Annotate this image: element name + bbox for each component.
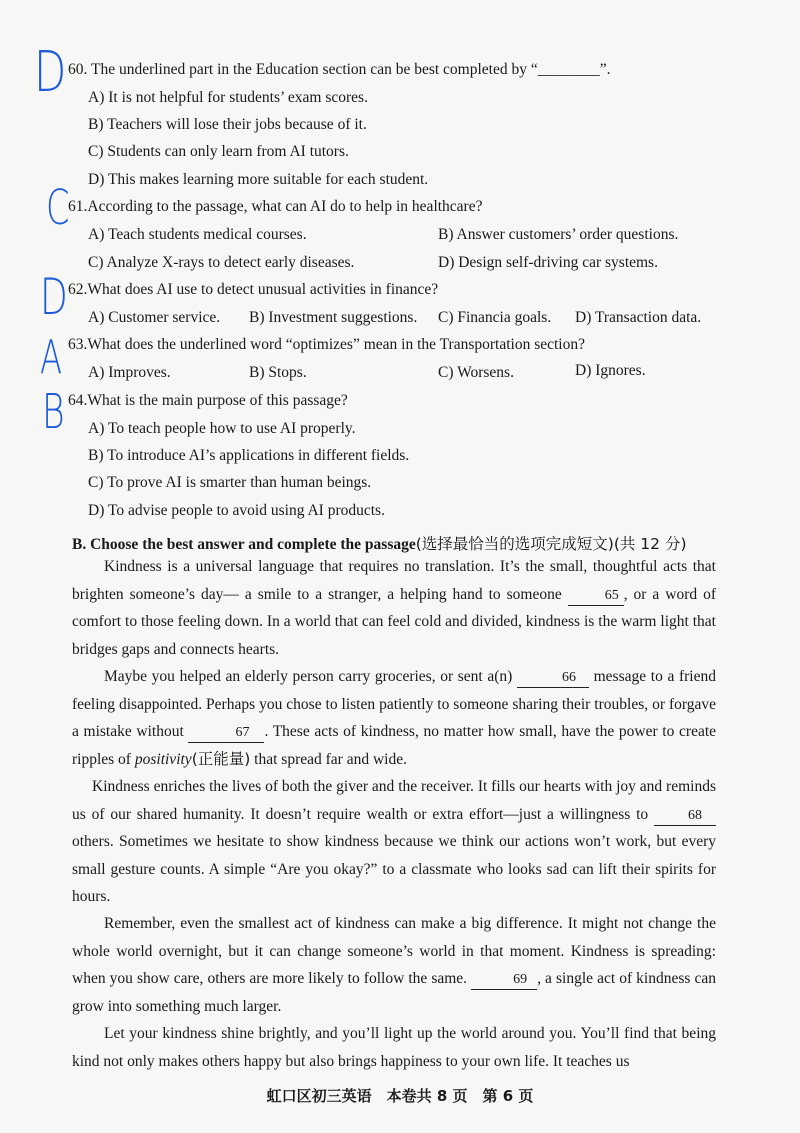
passage-paragraph-5 xyxy=(72,1020,716,1075)
question-60-option-b: B) Teachers will lose their jobs because of it. xyxy=(88,116,367,133)
section-b-title: B. Choose the best answer and complete the passage xyxy=(72,536,416,553)
blank-69: 69 xyxy=(471,971,537,990)
handwritten-answer-64: B xyxy=(42,384,65,440)
passage-paragraph-2 xyxy=(72,663,716,773)
passage-text: others. Sometimes we hesitate to show kindness because we think our actions won’t work, but every small gesture counts. A simple “Are you okay?” to a classmate who looks sad can lift their spirits for hours. xyxy=(72,833,716,905)
passage-italic-word: positivity xyxy=(134,750,192,768)
handwritten-answer-63: A xyxy=(40,330,63,384)
passage-text: Kindness enriches the lives of both the giver and the receiver. It fills our hearts with joy and reminds us of our shared humanity. It doesn’t require wealth or extra effort—just a willingness to xyxy=(72,778,716,823)
question-60-option-c: C) Students can only learn from AI tutors. xyxy=(88,143,349,160)
question-61-stem: 61.According to the passage, what can AI do to help in healthcare? xyxy=(68,198,483,215)
passage-text: Let your kindness shine brightly, and you’ll light up the world around you. You’ll find that being kind not only makes others happy but also brings happiness to your own life. It teaches us xyxy=(72,1025,716,1070)
blank-65: 65 xyxy=(568,587,624,606)
question-63-option-d: D) Ignores. xyxy=(575,362,646,379)
question-64-option-a: A) To teach people how to use AI properly. xyxy=(88,420,356,437)
blank-68: 68 xyxy=(654,807,716,826)
blank-66: 66 xyxy=(517,669,589,688)
section-b-heading xyxy=(72,532,687,554)
question-60-option-d: D) This makes learning more suitable for each student. xyxy=(88,171,429,188)
passage-text: , or a word of comfort to those feeling down. In a world that can feel cold and divided, kindness is the warm light that bridges gaps and connects hearts. xyxy=(72,585,717,658)
question-63-option-a: A) Improves. xyxy=(88,364,171,381)
question-62-option-a: A) Customer service. xyxy=(88,309,221,326)
passage-text: , a single act of kindness can grow into something much larger. xyxy=(72,970,716,1015)
passage-paragraph-3 xyxy=(72,773,716,911)
question-63-option-c: C) Worsens. xyxy=(438,364,514,381)
question-60-stem: 60. The underlined part in the Education section can be best completed by “________”. xyxy=(68,61,611,78)
page-footer: 虹口区初三英语 本卷共 8 页 第 6 页 xyxy=(266,1087,534,1105)
passage-paragraph-1 xyxy=(72,553,716,663)
passage-gloss-zh: (正能量) xyxy=(191,749,251,768)
question-63-option-b: B) Stops. xyxy=(249,364,307,381)
passage-text: Kindness is a universal language that requires no translation. It’s the small, thoughtful acts that brighten someone’s day— a smile to a stranger, a helping hand to someone xyxy=(72,558,716,603)
handwritten-answer-62: D xyxy=(40,268,68,326)
question-64-option-c: C) To prove AI is smarter than human beings. xyxy=(88,474,372,491)
question-63-stem: 63.What does the underlined word “optimizes” mean in the Transportation section? xyxy=(68,336,585,353)
question-64-option-d: D) To advise people to avoid using AI products. xyxy=(88,502,385,519)
question-61-option-c: C) Analyze X-rays to detect early diseases. xyxy=(88,254,355,271)
question-61-option-b: B) Answer customers’ order questions. xyxy=(438,226,679,243)
passage-text: Remember, even the smallest act of kindness can make a big difference. It might not change the whole world overnight, but it can change someone’s world in that moment. Kindness is spreading: when you show care, others are more likely to follow the same. xyxy=(72,915,716,987)
question-64-stem: 64.What is the main purpose of this passage? xyxy=(68,392,348,409)
question-62-option-b: B) Investment suggestions. xyxy=(249,309,418,326)
question-62-option-d: D) Transaction data. xyxy=(575,309,702,326)
passage-text: message to a friend feeling disappointed. Perhaps you chose to listen patiently to someone sharing their troubles, or forgave a mistake without xyxy=(72,668,716,740)
passage-text: . These acts of kindness, no matter how small, have the power to create ripples of xyxy=(72,723,717,768)
question-61-option-a: A) Teach students medical courses. xyxy=(88,226,307,243)
passage-paragraph-4 xyxy=(72,910,716,1020)
question-60-option-a: A) It is not helpful for students’ exam scores. xyxy=(88,89,368,106)
handwritten-answer-60: D xyxy=(34,40,67,105)
question-62-stem: 62.What does AI use to detect unusual activities in finance? xyxy=(68,281,439,298)
passage-text: that spread far and wide. xyxy=(250,750,407,768)
passage-text: Maybe you helped an elderly person carry groceries, or sent a(n) xyxy=(104,668,517,685)
question-62-option-c: C) Financia goals. xyxy=(438,309,552,326)
question-64-option-b: B) To introduce AI’s applications in different fields. xyxy=(88,447,410,464)
section-b-title-zh: (选择最恰当的选项完成短文)(共 12 分) xyxy=(415,535,687,553)
handwritten-answer-61: C xyxy=(46,180,70,236)
question-61-option-d: D) Design self-driving car systems. xyxy=(438,254,658,271)
blank-67: 67 xyxy=(188,724,264,743)
